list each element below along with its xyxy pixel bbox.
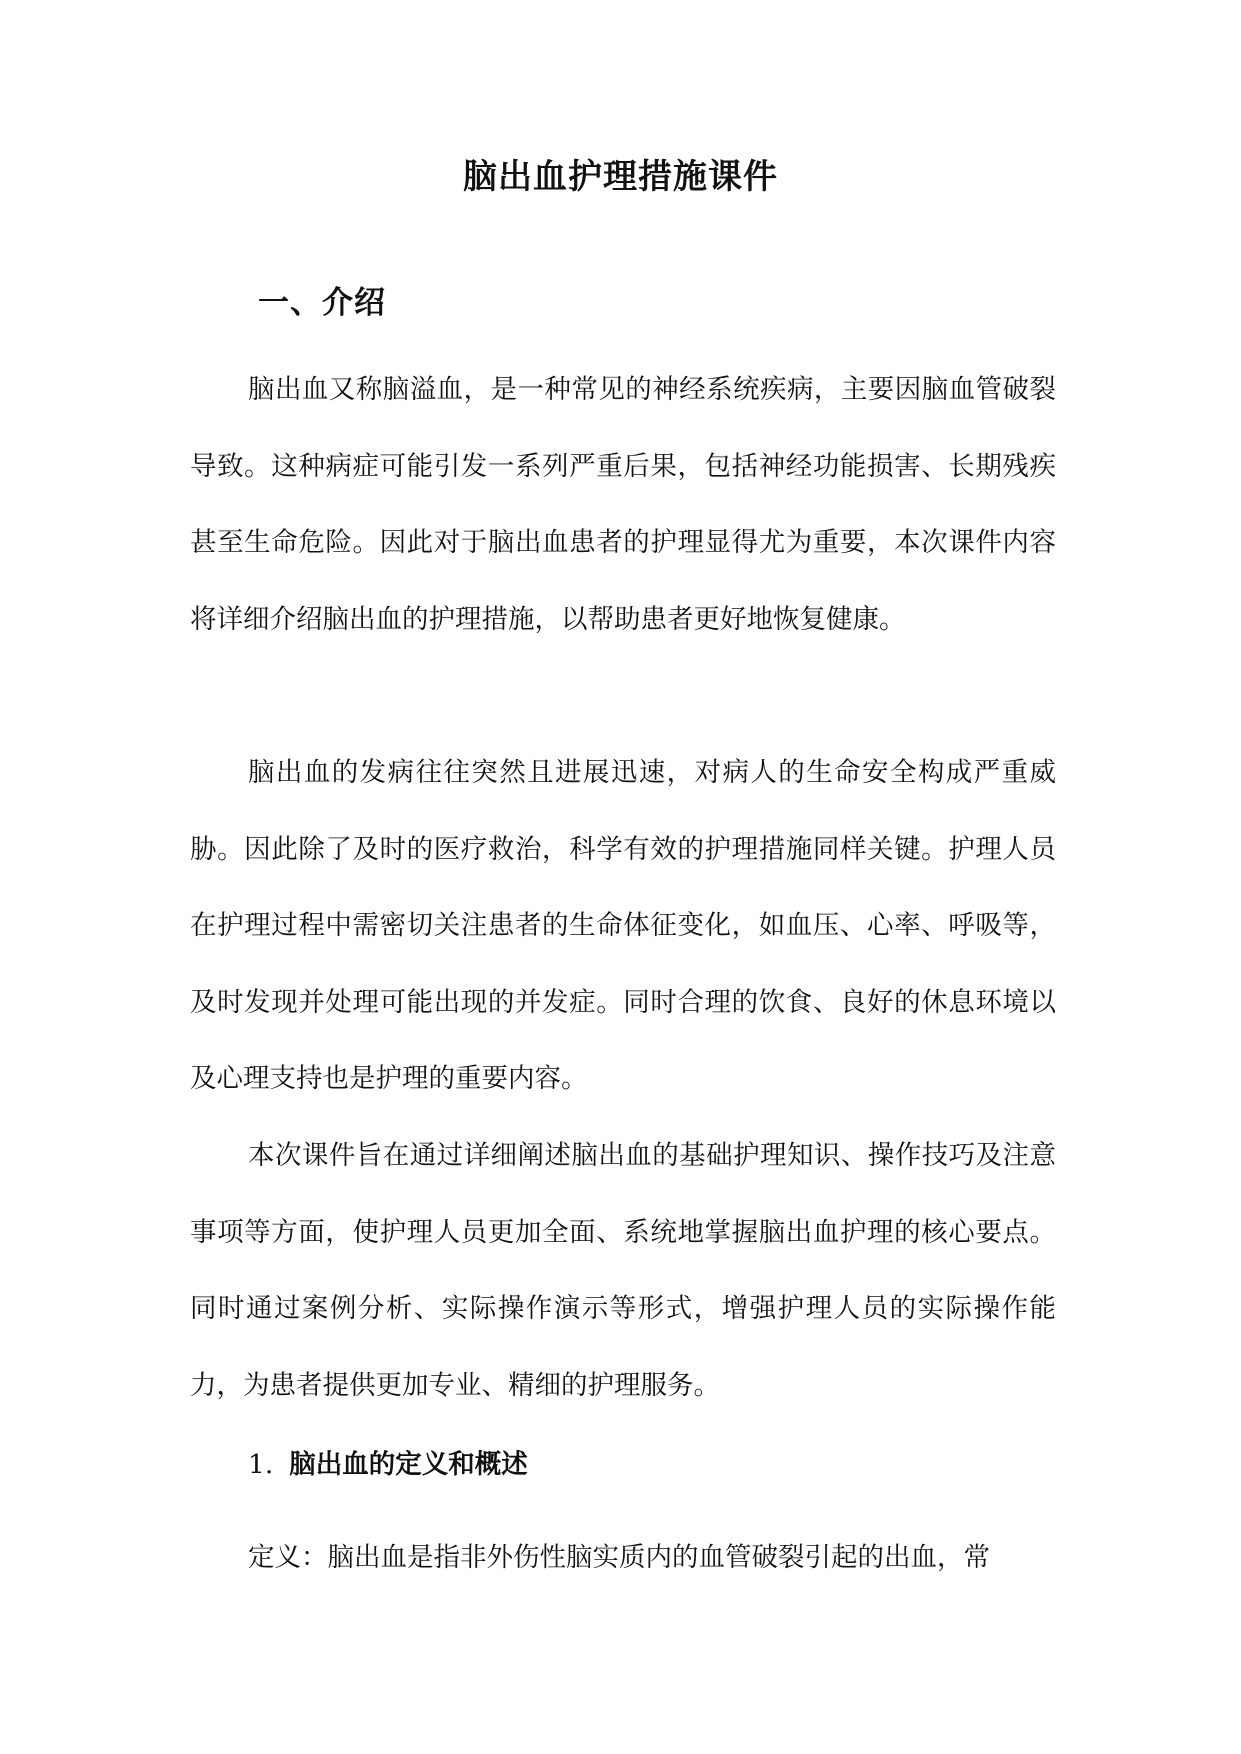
subsection-number: 1. bbox=[248, 1449, 274, 1480]
definition-line: 定义：脑出血是指非外伤性脑实质内的血管破裂引起的出血，常 bbox=[248, 1542, 990, 1573]
document-title: 脑出血护理措施课件 bbox=[463, 157, 778, 197]
paragraph-2: 脑出血的发病往往突然且进展迅速，对病人的生命安全构成严重威胁。因此除了及时的医疗救治，科学有效的护理措施同样关键。护理人员在护理过程中需密切关注患者的生命体征变化，如血压、心率、呼吸等，及时发现并处理可能出现的并发症。同时合理的饮食、良好的休息环境以及心理支持也是护理的重要内容。 bbox=[190, 757, 1056, 1094]
subsection-heading bbox=[248, 1440, 528, 1490]
paragraph-1: 脑出血又称脑溢血，是一种常见的神经系统疾病，主要因脑血管破裂导致。这种病症可能引发一系列严重后果，包括神经功能损害、长期残疾甚至生命危险。因此对于脑出血患者的护理显得尤为重要，本次课件内容将详细介绍脑出血的护理措施，以帮助患者更好地恢复健康。 bbox=[190, 374, 1056, 635]
subsection-title: 脑出血的定义和概述 bbox=[289, 1449, 528, 1480]
paragraph-3: 本次课件旨在通过详细阐述脑出血的基础护理知识、操作技巧及注意事项等方面，使护理人员更加全面、系统地掌握脑出血护理的核心要点。同时通过案例分析、实际操作演示等形式，增强护理人员的实际操作能力，为患者提供更加专业、精细的护理服务。 bbox=[190, 1140, 1056, 1401]
section-heading: 一、介绍 bbox=[258, 285, 386, 321]
